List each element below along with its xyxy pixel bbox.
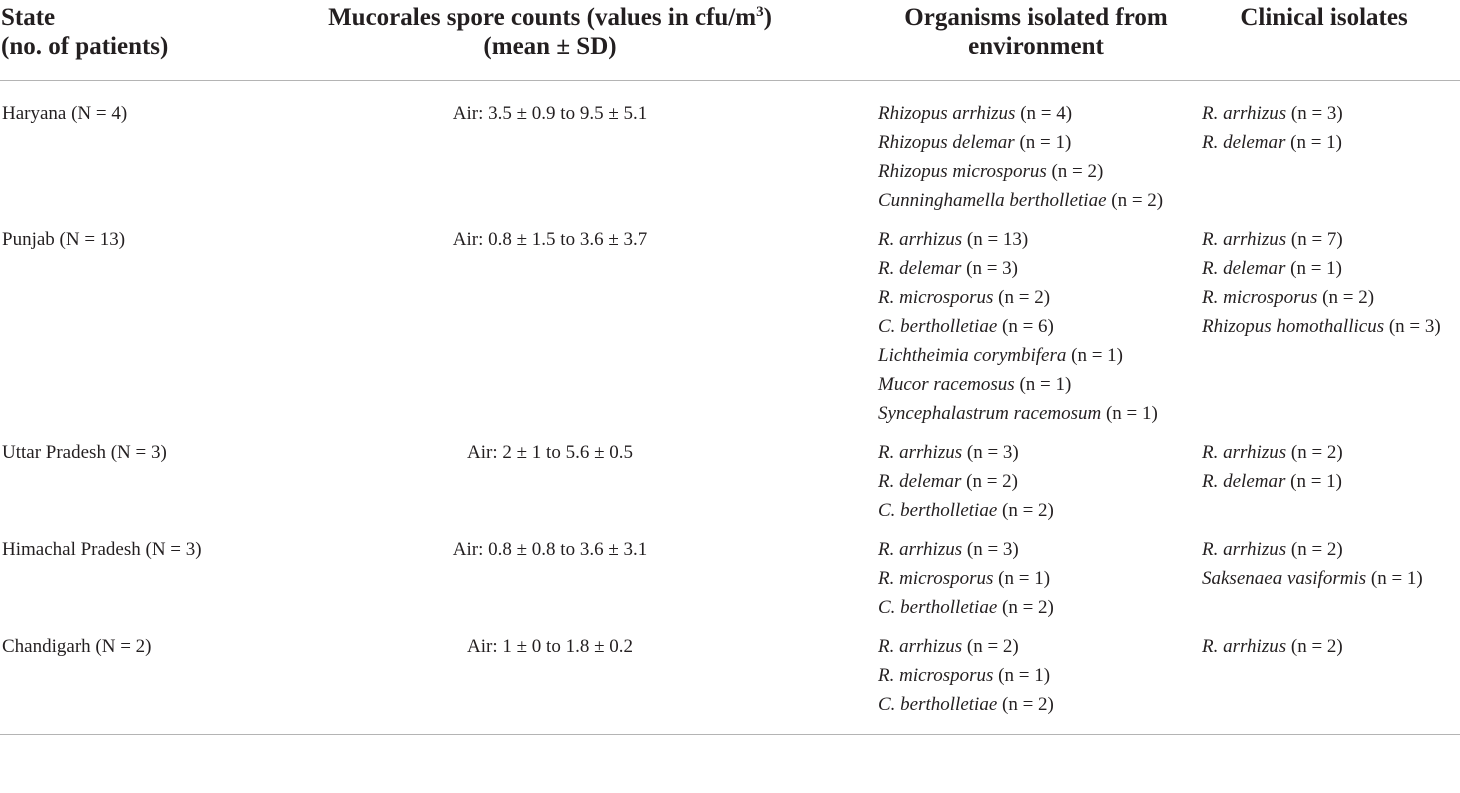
species-name: R. delemar [1202,132,1286,153]
cell-spore-counts: Air: 0.8 ± 1.5 to 3.6 ± 3.7 [452,229,648,250]
cell-state: Uttar Pradesh (N = 3) [2,442,167,463]
species-name: Cunninghamella bertholletiae [878,190,1107,211]
organism-entry [878,399,1172,428]
header-row [0,0,1460,81]
isolate-count: (n = 1) [1285,132,1342,153]
organism-entry [1202,225,1454,254]
isolate-count: (n = 7) [1286,229,1343,250]
isolate-count: (n = 3) [962,442,1019,463]
species-name: R. arrhizus [1202,636,1287,657]
species-name: R. delemar [1202,258,1286,279]
header-spore-line1: Mucorales spore counts (values in cfu/$m^3$) [328,4,772,31]
isolate-count: (n = 3) [962,539,1019,560]
isolate-count: (n = 2) [1286,636,1343,657]
cell-clinical-isolates [1198,535,1460,632]
organism-entry [1202,564,1454,593]
table-body [0,81,1460,735]
organism-entry [878,467,1172,496]
cell-spore-counts: Air: 2 ± 1 to 5.6 ± 0.5 [467,442,633,463]
species-name: R. arrhizus [1202,442,1287,463]
table-row [0,225,1460,438]
species-name: Syncephalastrum racemosum [878,403,1102,424]
isolate-count: (n = 2) [997,500,1054,521]
species-name: R. delemar [1202,471,1286,492]
cell-state: Himachal Pradesh (N = 3) [2,539,202,560]
isolate-count: (n = 3) [1384,316,1441,337]
isolate-count: (n = 2) [997,597,1054,618]
isolate-count: (n = 1) [1101,403,1158,424]
organism-entry [1202,99,1454,128]
isolate-count: (n = 2) [1106,190,1164,211]
organism-entry [1202,312,1454,341]
species-name: C. bertholletiae [878,597,998,618]
species-name: C. bertholletiae [878,694,998,715]
header-spore-counts [226,0,874,81]
organism-entry [1202,254,1454,283]
organism-entry [878,370,1172,399]
cell-organisms [874,438,1198,535]
isolate-count: (n = 13) [962,229,1029,250]
species-name: R. arrhizus [1202,539,1287,560]
cell-organisms [874,535,1198,632]
table-header [0,0,1460,81]
species-name: Rhizopus arrhizus [878,103,1016,124]
isolate-count: (n = 3) [1286,103,1343,124]
species-name: Saksenaea vasiformis [1202,568,1367,589]
species-name: Mucor racemosus [878,374,1015,395]
species-name: Rhizopus microsporus [878,161,1047,182]
cell-clinical-isolates [1198,632,1460,735]
species-name: R. arrhizus [878,229,963,250]
cell-state: Chandigarh (N = 2) [2,636,152,657]
organism-entry [878,564,1172,593]
header-state [0,0,226,81]
header-organisms: Organisms isolated from environment [904,4,1168,60]
cell-clinical-isolates [1198,438,1460,535]
species-name: R. arrhizus [878,442,963,463]
organism-entry [878,157,1172,186]
cell-clinical-isolates [1198,225,1460,438]
organism-entry [1202,467,1454,496]
isolate-count: (n = 3) [961,258,1018,279]
species-name: R. microsporus [878,665,994,686]
species-name: Lichtheimia corymbifera [878,345,1067,366]
organism-entry [878,99,1172,128]
table-row [0,632,1460,735]
isolate-count: (n = 2) [997,694,1054,715]
isolate-count: (n = 1) [1366,568,1423,589]
isolate-count: (n = 6) [997,316,1054,337]
organism-entry [878,312,1172,341]
isolate-count: (n = 2) [1286,442,1343,463]
organism-entry [878,593,1172,622]
isolate-count: (n = 2) [993,287,1051,308]
organism-entry [1202,535,1454,564]
cell-organisms [874,225,1198,438]
isolate-count: (n = 1) [1066,345,1124,366]
isolate-count: (n = 1) [1285,471,1342,492]
organism-entry [878,496,1172,525]
table-row [0,438,1460,535]
cell-spore-counts: Air: 3.5 ± 0.9 to 9.5 ± 5.1 [452,103,648,124]
species-name: R. arrhizus [1202,229,1287,250]
table-row [0,535,1460,632]
organism-entry [878,225,1172,254]
isolate-count: (n = 2) [1286,539,1343,560]
isolate-count: (n = 1) [993,665,1051,686]
organism-entry [1202,632,1454,661]
organism-entry [1202,283,1454,312]
cell-organisms [874,632,1198,735]
organism-entry [878,254,1172,283]
isolate-count: (n = 1) [1014,132,1072,153]
species-name: C. bertholletiae [878,500,998,521]
organism-entry [878,535,1172,564]
species-name: Rhizopus homothallicus [1202,316,1385,337]
organism-entry [1202,438,1454,467]
isolate-count: (n = 2) [961,471,1018,492]
species-name: R. delemar [878,258,962,279]
species-name: R. microsporus [878,287,994,308]
isolate-count: (n = 2) [1317,287,1375,308]
organism-entry [878,341,1172,370]
table-row [0,81,1460,226]
cell-spore-counts: Air: 1 ± 0 to 1.8 ± 0.2 [467,636,633,657]
species-name: R. arrhizus [1202,103,1287,124]
cell-state: Haryana (N = 4) [2,103,128,124]
organism-entry [878,283,1172,312]
header-state-line2: (no. of patients) [1,33,169,60]
species-name: C. bertholletiae [878,316,998,337]
organism-entry [878,632,1172,661]
isolate-count: (n = 1) [1014,374,1072,395]
cell-clinical-isolates [1198,81,1460,226]
cell-organisms [874,81,1198,226]
organism-entry [878,186,1172,215]
header-spore-line2: (mean ± SD) [483,33,617,60]
species-name: R. arrhizus [878,636,963,657]
cell-spore-counts: Air: 0.8 ± 0.8 to 3.6 ± 3.1 [452,539,648,560]
species-name: R. microsporus [878,568,994,589]
organism-entry [878,438,1172,467]
organism-entry [878,128,1172,157]
isolate-count: (n = 4) [1015,103,1073,124]
isolate-count: (n = 2) [1046,161,1104,182]
organism-entry [878,661,1172,690]
header-state-line1: State [1,4,56,31]
species-name: R. microsporus [1202,287,1318,308]
isolate-count: (n = 1) [1285,258,1342,279]
isolate-count: (n = 2) [962,636,1019,657]
superscript: 3 [756,4,764,20]
organism-entry [878,690,1172,719]
species-name: R. delemar [878,471,962,492]
isolate-count: (n = 1) [993,568,1051,589]
species-name: Rhizopus delemar [878,132,1015,153]
organism-entry [1202,128,1454,157]
cell-state: Punjab (N = 13) [2,229,126,250]
header-clinical-isolates: Clinical isolates [1240,4,1408,31]
species-name: R. arrhizus [878,539,963,560]
